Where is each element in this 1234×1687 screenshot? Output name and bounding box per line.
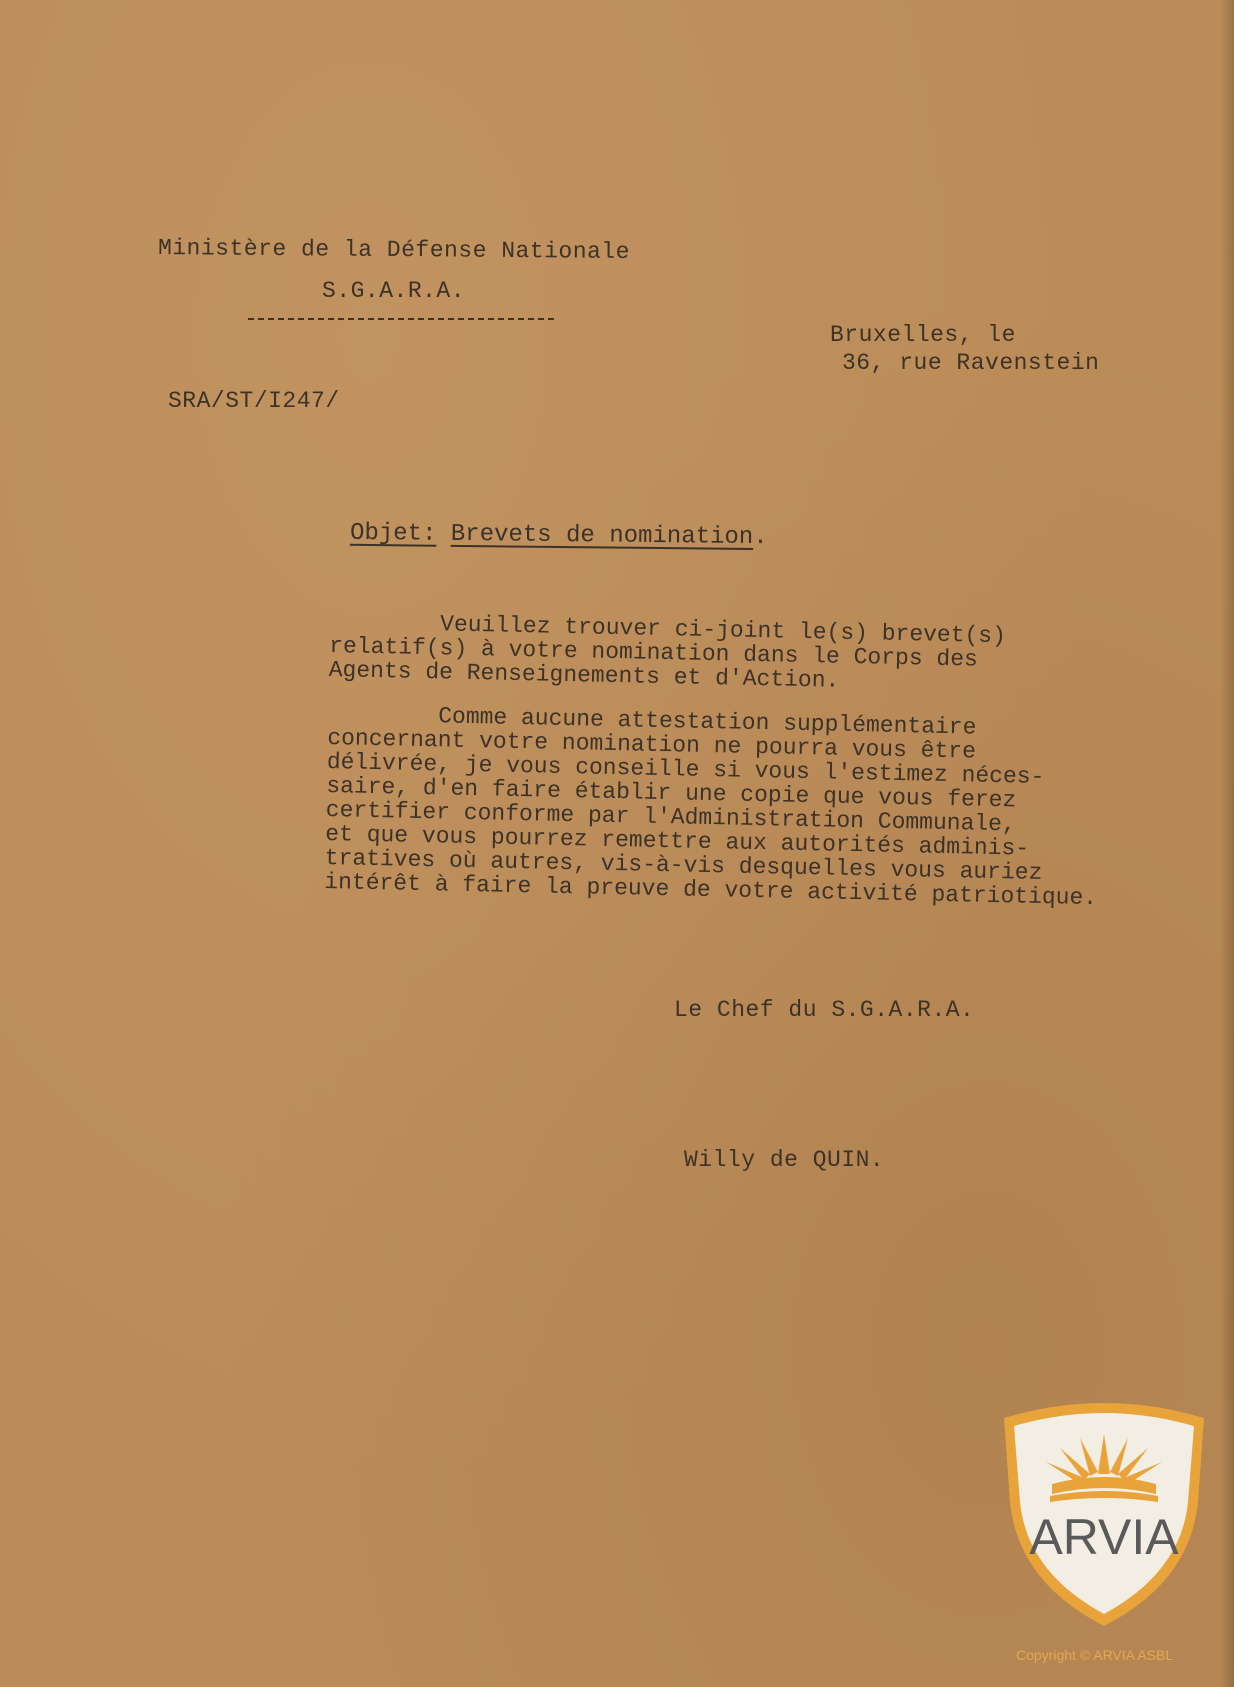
- service-heading: S.G.A.R.A.: [322, 278, 466, 304]
- logo-text: ARVIA: [1029, 1509, 1179, 1565]
- arvia-logo: [990, 1392, 1218, 1632]
- heading-divider: [248, 318, 554, 320]
- body-paragraph-1: Veuillez trouver ci-joint le(s) brevet(s) relatif(s) à votre nomination dans le Corps des Agents de Renseignements et d'Action.: [328, 609, 1007, 694]
- subject-line: [350, 520, 768, 551]
- copyright-notice: Copyright © ARVIA ASBL: [1016, 1647, 1174, 1663]
- ministry-heading: Ministère de la Défense Nationale: [157, 234, 631, 266]
- subject-label: Objet:: [349, 519, 437, 548]
- address-line: 36, rue Ravenstein: [842, 350, 1100, 376]
- body-paragraph-2: Comme aucune attestation supplémentaire concernant votre nomination ne pourra vous être délivrée, je vous conseille si vous l'estimez néces- saire, d'en faire établir une copie que vous ferez certifier conforme par l'Administration Communale, et que vous pourrez remettre aux autorités adminis- tratives où autres, vis-à-vis desquelles vous auriez intérêt à faire la preuve de votre activité patriotique.: [324, 700, 1098, 912]
- letter-body: [324, 610, 1190, 932]
- signatory-name: Willy de QUIN.: [684, 1147, 885, 1173]
- place-date-line: Bruxelles, le: [830, 322, 1016, 348]
- reference-number: SRA/ST/I247/: [168, 388, 340, 414]
- closing-title: Le Chef du S.G.A.R.A.: [674, 997, 975, 1023]
- subject-end: .: [753, 524, 768, 552]
- subject-text: Brevets de nomination: [450, 520, 754, 552]
- paper-edge: [1220, 0, 1234, 1687]
